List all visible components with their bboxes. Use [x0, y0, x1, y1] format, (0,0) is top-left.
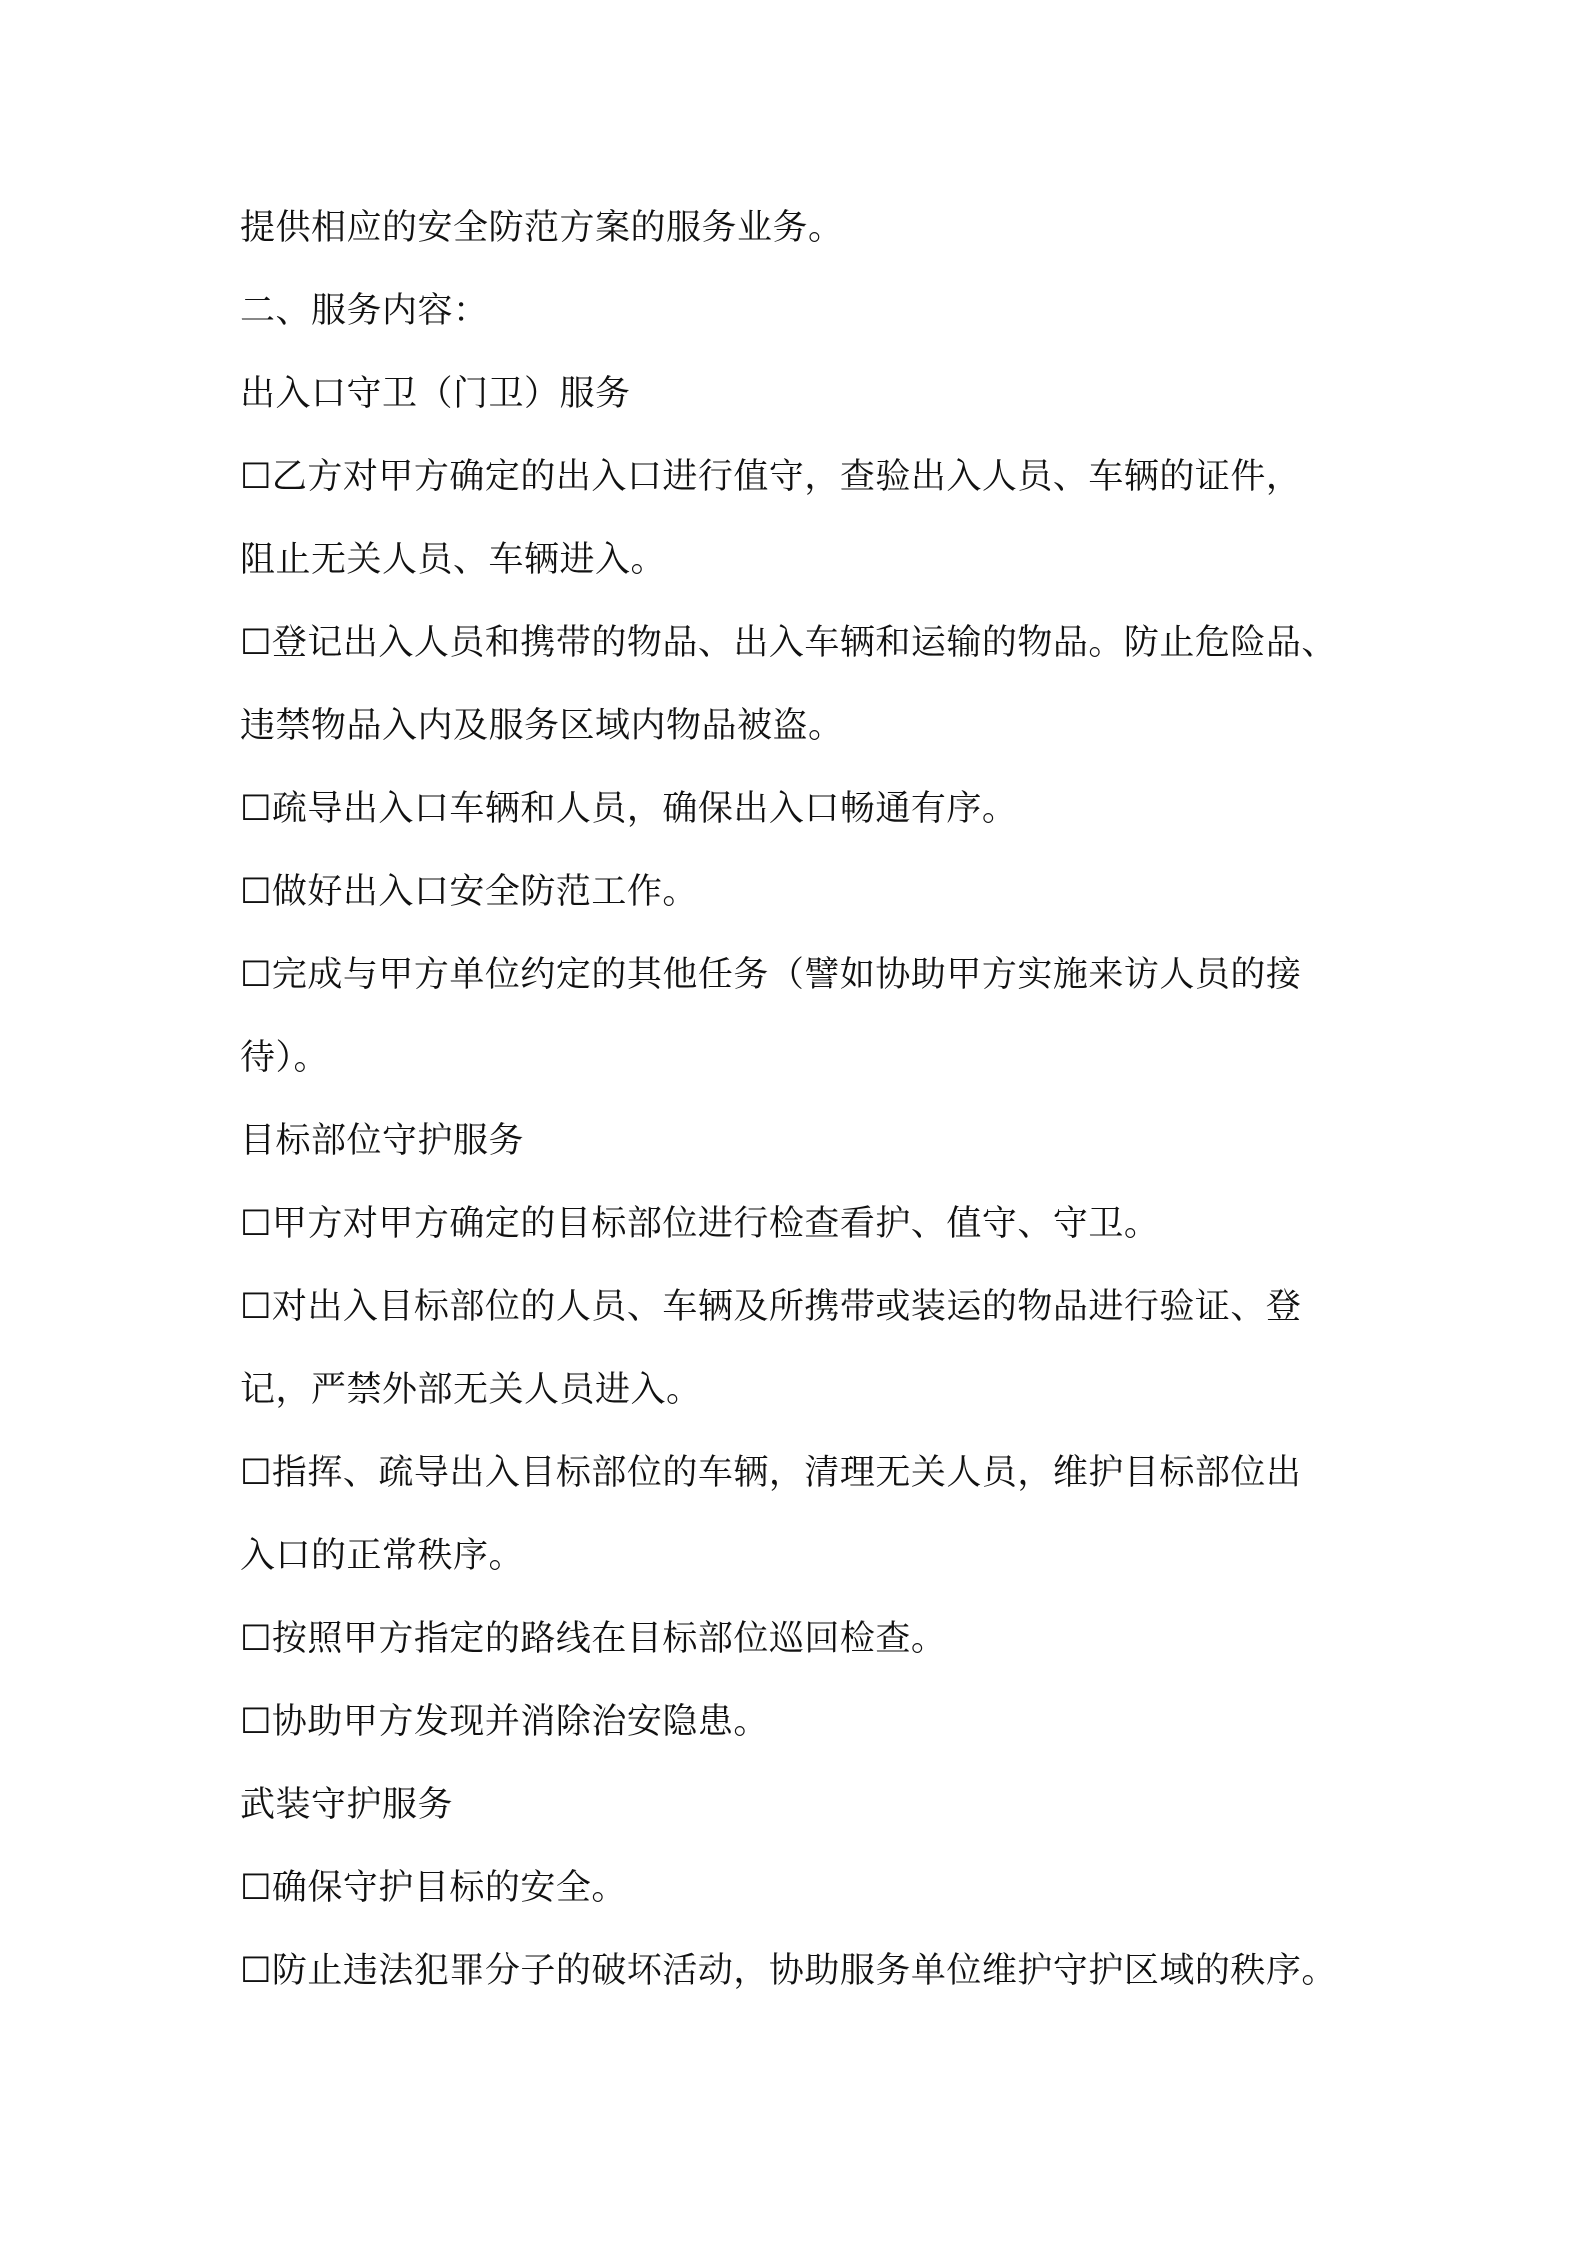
- text-line: ☐登记出入人员和携带的物品、出入车辆和运输的物品。防止危险品、: [240, 623, 1337, 663]
- text-line: 待）。: [240, 1038, 330, 1078]
- text-line: 阻止无关人员、车辆进入。: [240, 540, 667, 580]
- text-line: ☐防止违法犯罪分子的破坏活动，协助服务单位维护守护区域的秩序。: [240, 1951, 1337, 1991]
- section-heading: 二、服务内容：: [240, 291, 489, 331]
- text-line: 记，严禁外部无关人员进入。: [240, 1370, 702, 1410]
- text-line: ☐做好出入口安全防范工作。: [240, 872, 698, 912]
- text-line: 违禁物品入内及服务区域内物品被盗。: [240, 706, 844, 746]
- text-line: ☐甲方对甲方确定的目标部位进行检查看护、值守、守卫。: [240, 1204, 1160, 1244]
- text-line: ☐疏导出入口车辆和人员，确保出入口畅通有序。: [240, 789, 1018, 829]
- text-line: ☐协助甲方发现并消除治安隐患。: [240, 1702, 769, 1742]
- subsection-heading: 目标部位守护服务: [240, 1121, 525, 1161]
- text-line: ☐按照甲方指定的路线在目标部位巡回检查。: [240, 1619, 947, 1659]
- text-line: ☐指挥、疏导出入目标部位的车辆，清理无关人员，维护目标部位出: [240, 1453, 1302, 1493]
- subsection-heading: 武装守护服务: [240, 1785, 454, 1825]
- subsection-heading: 出入口守卫（门卫）服务: [240, 374, 631, 414]
- text-line: 提供相应的安全防范方案的服务业务。: [240, 208, 844, 248]
- text-line: ☐完成与甲方单位约定的其他任务（譬如协助甲方实施来访人员的接: [240, 955, 1302, 995]
- text-line: ☐乙方对甲方确定的出入口进行值守，查验出入人员、车辆的证件，: [240, 457, 1302, 497]
- text-line: 入口的正常秩序。: [240, 1536, 525, 1576]
- text-line: ☐对出入目标部位的人员、车辆及所携带或装运的物品进行验证、登: [240, 1287, 1302, 1327]
- text-line: ☐确保守护目标的安全。: [240, 1868, 627, 1908]
